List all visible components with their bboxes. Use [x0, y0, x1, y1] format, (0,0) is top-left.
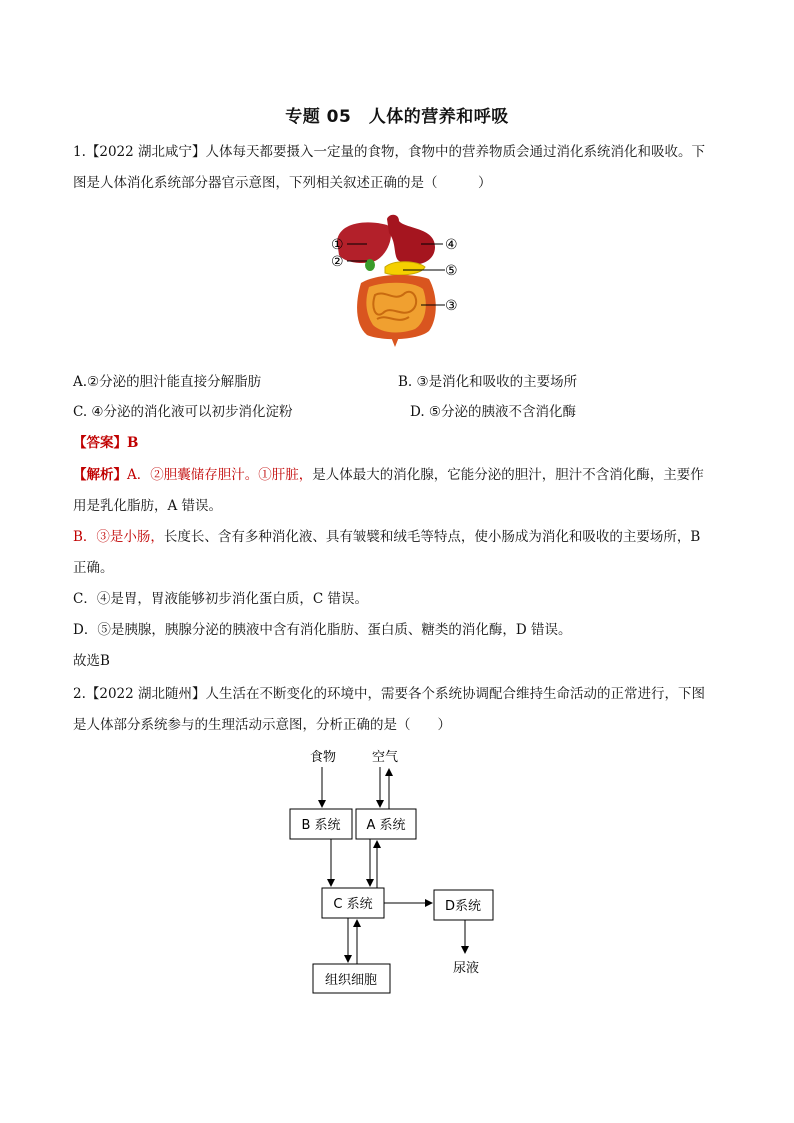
q1-analysis-line6: D．⑤是胰腺，胰腺分泌的胰液中含有消化脂肪、蛋白质、糖类的消化酶，D 错误。: [73, 622, 572, 638]
urine-label: 尿液: [452, 961, 480, 976]
q2-stem-line2: 是人体部分系统参与的生理活动示意图，分析正确的是（ ）: [73, 717, 451, 733]
d-system-label: D系统: [444, 899, 482, 914]
analysis-head: 【解析】: [73, 467, 127, 483]
option-d[interactable]: D. ⑤分泌的胰液不含消化酶: [410, 404, 577, 420]
label-5: ⑤: [445, 263, 458, 279]
b-system-label: B 系统: [301, 818, 341, 833]
page-title: 专题 05 人体的营养和呼吸: [285, 107, 509, 127]
option-a[interactable]: A.②分泌的胆汁能直接分解脂肪: [73, 374, 262, 390]
tissue-label: 组织细胞: [324, 973, 378, 988]
label-3: ③: [445, 298, 458, 314]
q1-analysis-line2: 用是乳化脂肪，A 错误。: [73, 498, 223, 514]
q1-analysis-line4: 正确。: [73, 560, 114, 576]
food-label: 食物: [309, 750, 337, 765]
analysis-line3-text: 长度长、含有多种消化液、具有皱襞和绒毛等特点，使小肠成为消化和吸收的主要场所，B: [163, 529, 701, 545]
q1-analysis-line7: 故选B: [73, 653, 110, 669]
air-label: 空气: [371, 750, 399, 765]
label-4: ④: [445, 237, 458, 253]
a-system-label: A 系统: [366, 818, 406, 833]
q1-stem-line2: 图是人体消化系统部分器官示意图，下列相关叙述正确的是（ ）: [73, 175, 492, 191]
digestive-system-figure: [325, 213, 470, 348]
q2-stem-line1: 2.【2022 湖北随州】人生活在不断变化的环境中，需要各个系统协调配合维持生命活动的正常进行，下图: [73, 686, 706, 702]
q1-analysis-line3: [73, 528, 700, 546]
c-system-label: C 系统: [333, 897, 373, 912]
label-1: ①: [331, 237, 344, 253]
q1-analysis-line1: [73, 466, 704, 484]
analysis-line1-text: 是人体最大的消化腺，它能分泌的胆汁，胆汁不含消化酶，主要作: [312, 467, 704, 483]
option-c[interactable]: C. ④分泌的消化液可以初步消化淀粉: [73, 404, 293, 420]
analysis-line1-red: A．②胆囊储存胆汁。①肝脏，: [127, 467, 313, 483]
q1-answer: 【答案】B: [73, 435, 139, 451]
option-b[interactable]: B. ③是消化和吸收的主要场所: [398, 374, 578, 390]
physiology-flow-diagram: [285, 745, 505, 995]
q1-analysis-line5: C．④是胃，胃液能够初步消化蛋白质，C 错误。: [73, 591, 368, 607]
q1-stem-line1: 1.【2022 湖北咸宁】人体每天都要摄入一定量的食物，食物中的营养物质会通过消化系统消化和吸收。下: [73, 144, 706, 160]
analysis-line3-red: B．③是小肠，: [73, 529, 164, 545]
label-2: ②: [331, 254, 344, 270]
